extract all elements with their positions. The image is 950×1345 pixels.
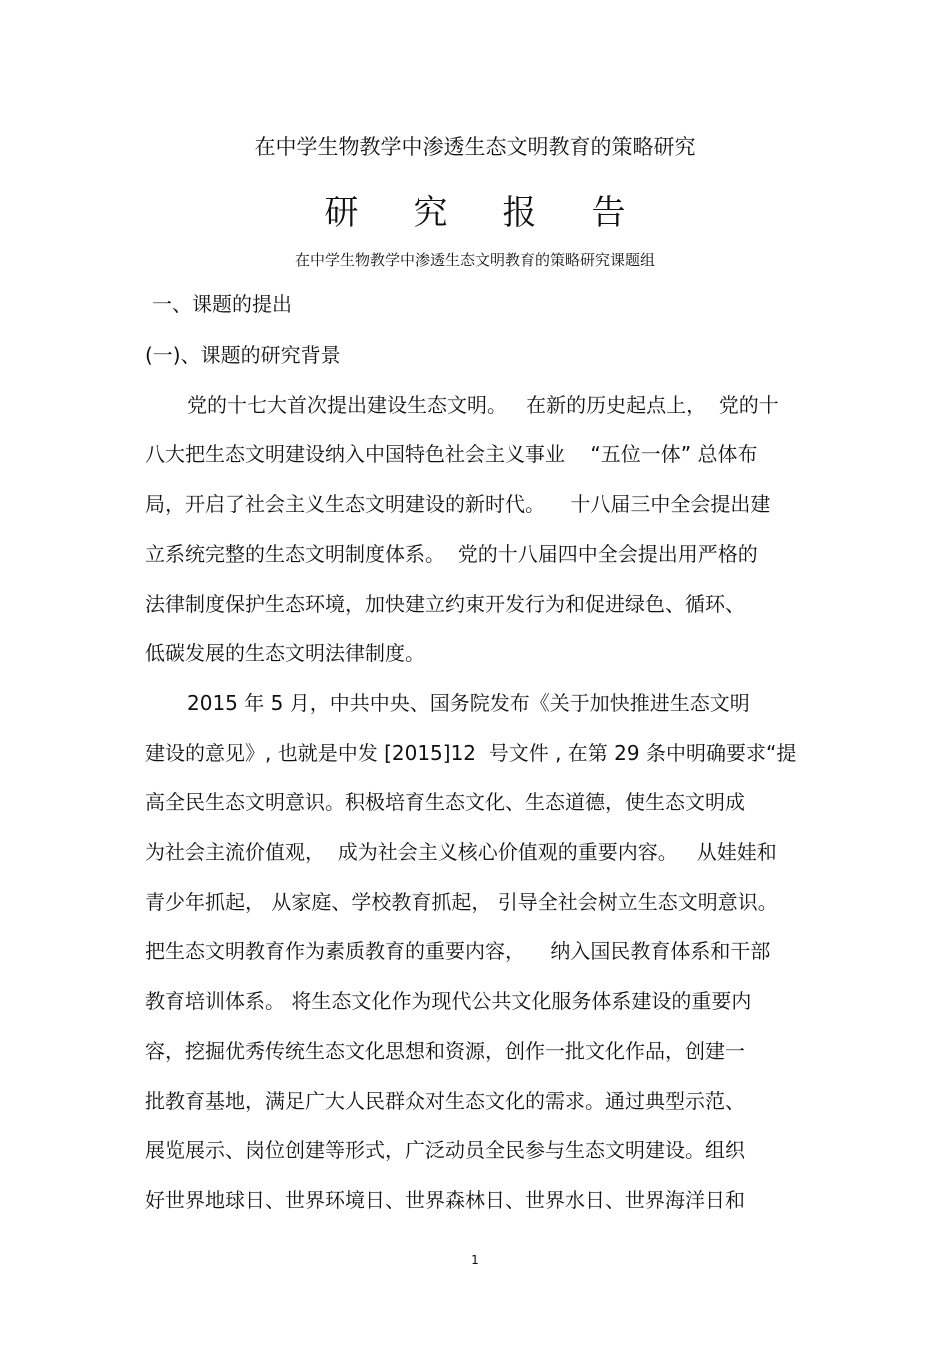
- paragraph-line: 低碳发展的生态文明法律制度。: [145, 641, 425, 665]
- paragraph-line: 把生态文明教育作为素质教育的重要内容， 纳入国民教育体系和干部: [145, 939, 771, 963]
- paragraph-line: 八大把生态文明建设纳入中国特色社会主义事业 “五位一体” 总体布: [145, 442, 758, 466]
- paragraph-line: 局，开启了社会主义生态文明建设的新时代。 十八届三中全会提出建: [145, 492, 771, 516]
- paragraph-line: 立系统完整的生态文明制度体系。 党的十八届四中全会提出用严格的: [145, 542, 758, 566]
- paragraph-line: 高全民生态文明意识。积极培育生态文化、生态道德，使生态文明成: [145, 790, 745, 814]
- report-heading: 研究报告: [324, 193, 681, 233]
- paragraph-line: 青少年抓起， 从家庭、学校教育抓起， 引导全社会树立生态文明意识。: [145, 890, 778, 914]
- document-title: 在中学生物教学中渗透生态文明教育的策略研究: [254, 135, 696, 159]
- paragraph-line: 建设的意见》, 也就是中发 [2015]12 号文件 , 在第 29 条中明确要求“提: [145, 741, 797, 765]
- paragraph-line: 好世界地球日、世界环境日、世界森林日、世界水日、世界海洋日和: [145, 1188, 745, 1212]
- paragraph-line: 2015 年 5 月，中共中央、国务院发布《关于加快推进生态文明: [187, 691, 750, 715]
- subsection-heading: (一)、课题的研究背景: [145, 343, 341, 367]
- paragraph-line: 容，挖掘优秀传统生态文化思想和资源，创作一批文化作品，创建一: [145, 1039, 745, 1063]
- paragraph-line: 教育培训体系。 将生态文化作为现代公共文化服务体系建设的重要内: [145, 989, 752, 1013]
- page-number: 1: [471, 1253, 479, 1267]
- section-heading: 一、课题的提出: [152, 292, 292, 316]
- research-group-name: 在中学生物教学中渗透生态文明教育的策略研究课题组: [294, 251, 655, 269]
- paragraph-line: 为社会主流价值观， 成为社会主义核心价值观的重要内容。 从娃娃和: [145, 840, 777, 864]
- paragraph-line: 批教育基地，满足广大人民群众对生态文化的需求。通过典型示范、: [145, 1089, 745, 1113]
- paragraph-line: 法律制度保护生态环境，加快建立约束开发行为和促进绿色、循环、: [145, 592, 745, 616]
- paragraph-line: 党的十七大首次提出建设生态文明。 在新的历史起点上， 党的十: [187, 393, 779, 417]
- paragraph-line: 展览展示、岗位创建等形式，广泛动员全民参与生态文明建设。组织: [145, 1138, 745, 1162]
